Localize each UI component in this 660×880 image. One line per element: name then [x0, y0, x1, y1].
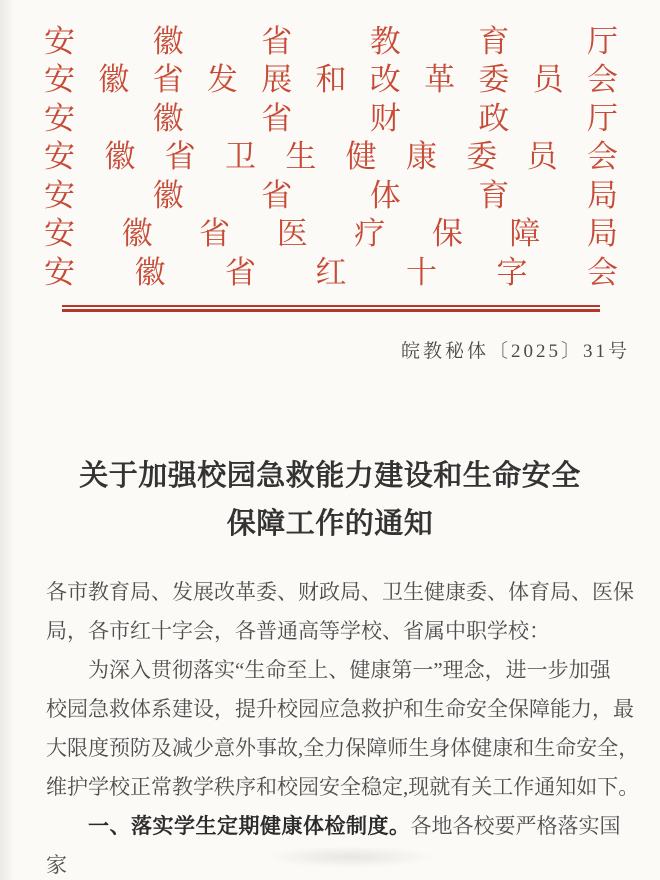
issuing-agency-row	[44, 99, 618, 138]
addressees	[46, 573, 634, 651]
agency-character: 改	[369, 62, 401, 98]
issuing-agencies	[44, 22, 618, 292]
agency-character: 革	[424, 62, 456, 98]
body-line: 大限度预防及减少意外事故,全力保障师生身体健康和生命安全，	[46, 736, 640, 760]
red-divider-line	[62, 305, 600, 313]
agency-character: 会	[586, 139, 618, 175]
agency-character: 局	[586, 216, 618, 252]
agency-character: 会	[587, 254, 618, 290]
agency-character: 安	[44, 254, 75, 290]
agency-character: 发	[206, 62, 238, 98]
body-line: 为深入贯彻落实“生命至上、健康第一”理念，进一步加强	[88, 658, 611, 682]
agency-character: 障	[509, 216, 541, 252]
agency-character: 政	[478, 100, 510, 136]
agency-character: 安	[44, 177, 75, 213]
agency-character: 徽	[152, 23, 184, 59]
opening-paragraph	[46, 651, 640, 807]
agency-character: 徽	[134, 254, 166, 290]
agency-character: 疗	[354, 216, 386, 252]
issuing-agency-row	[44, 61, 618, 100]
issuing-agency-row	[44, 253, 618, 292]
agency-character: 卫	[224, 139, 256, 175]
agency-character: 育	[478, 177, 510, 213]
agency-character: 委	[466, 139, 498, 175]
section-1	[46, 807, 634, 880]
agency-character: 安	[44, 216, 75, 252]
agency-character: 徽	[98, 62, 130, 98]
agency-character: 省	[225, 254, 256, 290]
agency-character: 育	[478, 23, 510, 59]
agency-character: 十	[406, 254, 437, 290]
issuing-agency-row	[44, 22, 618, 61]
red-rule-bottom	[62, 309, 600, 312]
agency-character: 康	[405, 139, 437, 175]
agency-character: 安	[44, 23, 75, 59]
agency-character: 厅	[586, 23, 618, 59]
agency-character: 省	[199, 216, 231, 252]
agency-character: 安	[44, 139, 75, 175]
agency-character: 徽	[104, 139, 136, 175]
body-line: 局，各市红十字会，各普通高等学校、省属中职学校：	[46, 619, 550, 643]
agency-character: 徽	[121, 216, 153, 252]
agency-character: 安	[44, 100, 75, 136]
issuing-agency-row	[44, 176, 618, 215]
agency-character: 生	[285, 139, 317, 175]
agency-character: 财	[369, 100, 401, 136]
agency-character: 员	[526, 139, 558, 175]
agency-character: 健	[345, 139, 377, 175]
document-title	[0, 452, 660, 548]
agency-character: 省	[261, 177, 293, 213]
agency-character: 员	[532, 62, 564, 98]
document-body	[0, 573, 660, 880]
letterhead	[0, 22, 660, 312]
agency-character: 红	[315, 254, 347, 290]
agency-character: 体	[369, 177, 401, 213]
agency-character: 局	[586, 177, 618, 213]
agency-character: 展	[261, 62, 293, 98]
agency-character: 省	[261, 100, 293, 136]
body-line: 各市教育局、发展改革委、财政局、卫生健康委、体育局、医保	[46, 580, 634, 604]
section-1-text: 各地各校要严格落实国家	[46, 814, 621, 877]
document-title-line-2: 保障工作的通知	[226, 508, 434, 540]
agency-character: 医	[276, 216, 308, 252]
agency-character: 省	[261, 23, 293, 59]
document-number: 皖教秘体〔2025〕31号	[400, 341, 630, 362]
document-title-line-1: 关于加强校园急救能力建设和生命安全	[79, 460, 581, 492]
issuing-agency-row	[44, 215, 618, 254]
agency-character: 省	[164, 139, 196, 175]
section-1-heading: 一、落实学生定期健康体检制度。	[88, 815, 411, 838]
agency-character: 保	[431, 216, 463, 252]
agency-character: 教	[369, 23, 401, 59]
agency-character: 安	[44, 62, 75, 98]
body-line: 维护学校正常教学秩序和校园安全稳定,现就有关工作通知如下。	[46, 775, 640, 799]
body-line: 校园急救体系建设，提升校园应急救护和生命安全保障能力，最	[46, 697, 634, 721]
agency-character: 徽	[152, 100, 184, 136]
agency-character: 省	[152, 62, 184, 98]
agency-character: 厅	[586, 100, 618, 136]
issuing-agency-row	[44, 138, 618, 177]
agency-character: 和	[315, 62, 347, 98]
agency-character: 委	[478, 62, 510, 98]
agency-character: 字	[496, 254, 528, 290]
agency-character: 徽	[152, 177, 184, 213]
agency-character: 会	[586, 62, 618, 98]
